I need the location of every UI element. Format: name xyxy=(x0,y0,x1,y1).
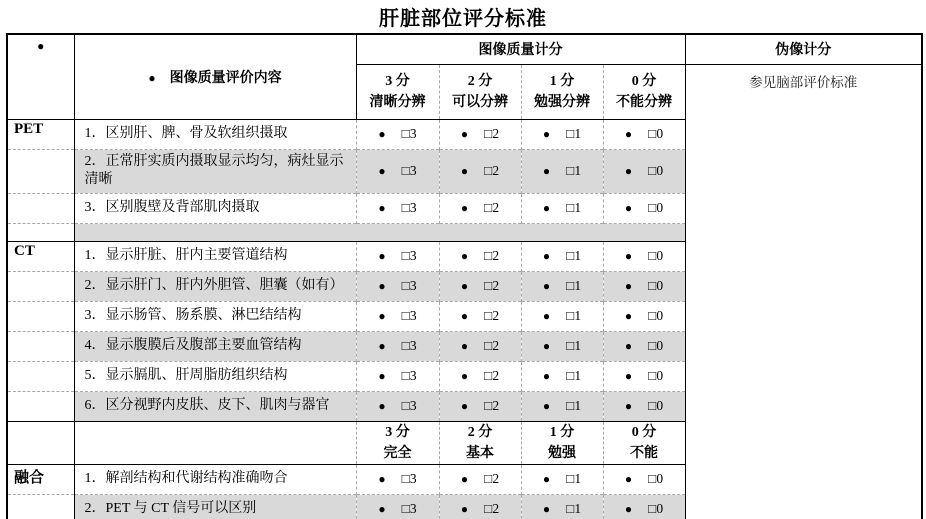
score-cell xyxy=(356,242,439,272)
score-line: 勉强分辨 xyxy=(534,94,590,110)
score-cell xyxy=(521,465,603,495)
checkbox-option[interactable]: □1 xyxy=(566,200,582,216)
bullet-icon: ● xyxy=(378,369,386,384)
bullet-icon: ● xyxy=(624,339,633,354)
checkbox-option[interactable]: □3 xyxy=(401,278,417,294)
bullet-icon: ● xyxy=(542,201,551,216)
checkbox-option[interactable]: □3 xyxy=(401,308,417,324)
bullet-icon: ● xyxy=(378,249,386,264)
score-cell xyxy=(521,302,603,332)
bullet-icon: ● xyxy=(624,472,633,487)
checkbox-option[interactable]: □1 xyxy=(566,248,582,264)
bullet-icon: ● xyxy=(542,502,551,517)
score-cell xyxy=(603,495,685,519)
score-cell xyxy=(521,194,603,224)
criteria-text: 1．显示肝脏、肝内主要管道结构 xyxy=(74,242,356,272)
criteria-text: 2．PET 与 CT 信号可以区别 xyxy=(74,495,356,519)
content-header-cell xyxy=(74,34,356,119)
checkbox-option[interactable]: □0 xyxy=(648,368,664,384)
checkbox-option[interactable]: □1 xyxy=(566,162,582,178)
checkbox-option[interactable]: □3 xyxy=(401,248,417,264)
section-cell xyxy=(7,149,74,194)
scoring-table xyxy=(6,33,923,519)
checkbox-option[interactable]: □3 xyxy=(401,200,417,216)
bullet-icon: ● xyxy=(624,279,633,294)
checkbox-option[interactable]: □0 xyxy=(648,471,664,487)
score-cell xyxy=(521,119,603,149)
checkbox-option[interactable]: □1 xyxy=(566,368,582,384)
bullet-icon: ● xyxy=(624,399,633,414)
checkbox-option[interactable]: □3 xyxy=(401,125,417,141)
score-cell xyxy=(356,149,439,194)
score-cell xyxy=(603,392,685,422)
bullet-icon: ● xyxy=(37,39,45,53)
section-cell xyxy=(7,495,74,519)
section-cell xyxy=(7,224,74,242)
score-line: 2 分 xyxy=(467,425,493,441)
criteria-text: 3．显示肠管、肠系膜、淋巴结结构 xyxy=(74,302,356,332)
criteria-text: 6．区分视野内皮肤、皮下、肌肉与器官 xyxy=(74,392,356,422)
artifact-note-cell xyxy=(685,64,922,519)
score-col-header-3 xyxy=(356,64,439,119)
checkbox-option[interactable]: □0 xyxy=(648,398,664,414)
score-line: 勉强 xyxy=(548,446,576,462)
checkbox-option[interactable]: □2 xyxy=(484,398,500,414)
section-label: CT xyxy=(7,242,74,272)
bullet-icon: ● xyxy=(460,369,469,384)
bullet-icon: ● xyxy=(460,472,469,487)
score-cell xyxy=(356,272,439,302)
bullet-icon: ● xyxy=(460,399,469,414)
criteria-text: 5．显示膈肌、肝周脂肪组织结构 xyxy=(74,362,356,392)
bullet-icon: ● xyxy=(460,163,469,178)
score-cell xyxy=(603,272,685,302)
bullet-icon: ● xyxy=(460,339,469,354)
section-cell xyxy=(7,194,74,224)
criteria-text: 1．解剖结构和代谢结构准确吻合 xyxy=(74,465,356,495)
score-cell xyxy=(603,302,685,332)
mid-score-header xyxy=(521,422,603,465)
bullet-icon: ● xyxy=(378,163,386,178)
bullet-icon: ● xyxy=(624,201,633,216)
checkbox-option[interactable]: □1 xyxy=(566,278,582,294)
score-line: 基本 xyxy=(466,446,494,462)
bullet-icon: ● xyxy=(542,126,551,141)
bullet-icon: ● xyxy=(148,70,156,85)
checkbox-option[interactable]: □3 xyxy=(401,162,417,178)
bullet-icon: ● xyxy=(460,201,469,216)
bullet-icon: ● xyxy=(378,472,386,487)
header-row-1 xyxy=(7,34,922,64)
score-cell xyxy=(521,362,603,392)
empty-cell xyxy=(74,422,356,465)
bullet-icon: ● xyxy=(624,309,633,324)
bullet-icon: ● xyxy=(624,126,633,141)
score-line: 3 分 xyxy=(385,425,410,441)
page-title: 肝脏部位评分标准 xyxy=(379,8,547,30)
criteria-text: 1．区别肝、脾、骨及软组织摄取 xyxy=(74,119,356,149)
score-cell xyxy=(603,465,685,495)
score-cell xyxy=(521,149,603,194)
score-line: 可以分辨 xyxy=(452,94,508,110)
section-cell xyxy=(7,422,74,465)
table-body xyxy=(7,34,922,519)
mid-score-header xyxy=(439,422,521,465)
artifact-group-header: 伪像计分 xyxy=(685,34,922,64)
score-cell xyxy=(521,242,603,272)
score-cell xyxy=(439,242,521,272)
score-cell xyxy=(439,465,521,495)
checkbox-option[interactable]: □0 xyxy=(648,501,664,517)
score-cell xyxy=(521,392,603,422)
score-cell xyxy=(356,362,439,392)
checkbox-option[interactable]: □2 xyxy=(484,338,500,354)
checkbox-option[interactable]: □3 xyxy=(401,501,417,517)
bullet-icon: ● xyxy=(542,369,551,384)
score-cell xyxy=(603,362,685,392)
mid-score-header xyxy=(356,422,439,465)
score-cell xyxy=(439,194,521,224)
artifact-note: 参见脑部评价标准 xyxy=(749,74,858,90)
score-line: 不能分辨 xyxy=(616,94,672,110)
score-line: 0 分 xyxy=(631,73,657,89)
checkbox-option[interactable]: □2 xyxy=(484,471,500,487)
bullet-icon: ● xyxy=(542,249,551,264)
score-cell xyxy=(356,392,439,422)
criteria-text: 3．区别腹壁及背部肌肉摄取 xyxy=(74,194,356,224)
score-col-header-0 xyxy=(603,64,685,119)
checkbox-option[interactable]: □1 xyxy=(566,398,582,414)
score-cell xyxy=(439,272,521,302)
mid-score-header xyxy=(603,422,685,465)
checkbox-option[interactable]: □0 xyxy=(648,200,664,216)
checkbox-option[interactable]: □2 xyxy=(484,308,500,324)
bullet-icon: ● xyxy=(624,249,633,264)
checkbox-option[interactable]: □0 xyxy=(648,162,664,178)
bullet-icon: ● xyxy=(460,249,469,264)
section-cell xyxy=(7,272,74,302)
score-cell xyxy=(356,332,439,362)
score-line: 0 分 xyxy=(631,425,657,441)
score-cell xyxy=(521,332,603,362)
score-cell xyxy=(521,272,603,302)
score-line: 2 分 xyxy=(467,73,493,89)
section-cell xyxy=(7,362,74,392)
checkbox-option[interactable]: □1 xyxy=(566,501,582,517)
score-cell xyxy=(603,119,685,149)
bullet-icon: ● xyxy=(542,472,551,487)
bullet-icon: ● xyxy=(542,163,551,178)
score-cell xyxy=(521,495,603,519)
score-cell xyxy=(356,465,439,495)
checkbox-option[interactable]: □1 xyxy=(566,308,582,324)
score-line: 不能 xyxy=(630,446,658,462)
bullet-icon: ● xyxy=(542,399,551,414)
score-cell xyxy=(356,119,439,149)
spacer-cell xyxy=(74,224,685,242)
checkbox-option[interactable]: □3 xyxy=(401,338,417,354)
checkbox-option[interactable]: □3 xyxy=(401,471,417,487)
checkbox-option[interactable]: □2 xyxy=(484,162,500,178)
score-line: 3 分 xyxy=(385,73,410,89)
score-cell xyxy=(603,194,685,224)
score-cell xyxy=(439,392,521,422)
bullet-icon: ● xyxy=(378,399,386,414)
score-line: 1 分 xyxy=(549,73,575,89)
checkbox-option[interactable]: □1 xyxy=(566,471,582,487)
score-cell xyxy=(603,242,685,272)
score-cell xyxy=(439,362,521,392)
bullet-icon: ● xyxy=(378,126,386,141)
score-cell xyxy=(603,149,685,194)
checkbox-option[interactable]: □1 xyxy=(566,125,582,141)
score-cell xyxy=(439,149,521,194)
checkbox-option[interactable]: □0 xyxy=(648,338,664,354)
score-cell xyxy=(439,119,521,149)
checkbox-option[interactable]: □0 xyxy=(648,278,664,294)
bullet-icon: ● xyxy=(542,309,551,324)
checkbox-option[interactable]: □1 xyxy=(566,338,582,354)
score-col-header-2 xyxy=(439,64,521,119)
score-cell xyxy=(356,194,439,224)
checkbox-option[interactable]: □3 xyxy=(401,368,417,384)
checkbox-option[interactable]: □0 xyxy=(648,248,664,264)
checkbox-option[interactable]: □2 xyxy=(484,125,500,141)
section-cell xyxy=(7,332,74,362)
checkbox-option[interactable]: □2 xyxy=(484,501,500,517)
section-cell xyxy=(7,392,74,422)
checkbox-option[interactable]: □0 xyxy=(648,125,664,141)
bullet-icon: ● xyxy=(460,279,469,294)
score-cell xyxy=(356,302,439,332)
bullet-icon: ● xyxy=(542,279,551,294)
section-cell xyxy=(7,302,74,332)
corner-cell xyxy=(7,34,74,119)
checkbox-option[interactable]: □2 xyxy=(484,278,500,294)
criteria-text: 2．正常肝实质内摄取显示均匀，病灶显示清晰 xyxy=(74,149,356,194)
criteria-text: 2．显示肝门、肝内外胆管、胆囊（如有） xyxy=(74,272,356,302)
score-cell xyxy=(603,332,685,362)
bullet-icon: ● xyxy=(624,163,633,178)
criteria-text: 4．显示腹膜后及腹部主要血管结构 xyxy=(74,332,356,362)
bullet-icon: ● xyxy=(460,126,469,141)
score-cell xyxy=(439,495,521,519)
checkbox-option[interactable]: □3 xyxy=(401,398,417,414)
score-cell xyxy=(439,332,521,362)
score-cell xyxy=(356,495,439,519)
bullet-icon: ● xyxy=(542,339,551,354)
bullet-icon: ● xyxy=(460,502,469,517)
bullet-icon: ● xyxy=(378,339,386,354)
score-line: 清晰分辨 xyxy=(369,94,426,110)
score-cell xyxy=(439,302,521,332)
checkbox-option[interactable]: □2 xyxy=(484,368,500,384)
bullet-icon: ● xyxy=(378,279,386,294)
score-col-header-1 xyxy=(521,64,603,119)
section-label: 融合 xyxy=(7,465,74,495)
bullet-icon: ● xyxy=(378,502,386,517)
checkbox-option[interactable]: □2 xyxy=(484,200,500,216)
score-group-header: 图像质量计分 xyxy=(356,34,685,64)
bullet-icon: ● xyxy=(624,502,633,517)
checkbox-option[interactable]: □0 xyxy=(648,308,664,324)
score-line: 完全 xyxy=(383,446,412,462)
score-line: 1 分 xyxy=(549,425,575,441)
bullet-icon: ● xyxy=(378,201,386,216)
bullet-icon: ● xyxy=(378,309,386,324)
checkbox-option[interactable]: □2 xyxy=(484,248,500,264)
bullet-icon: ● xyxy=(460,309,469,324)
section-label: PET xyxy=(7,119,74,149)
content-header-label: 图像质量评价内容 xyxy=(169,70,282,86)
bullet-icon: ● xyxy=(624,369,633,384)
